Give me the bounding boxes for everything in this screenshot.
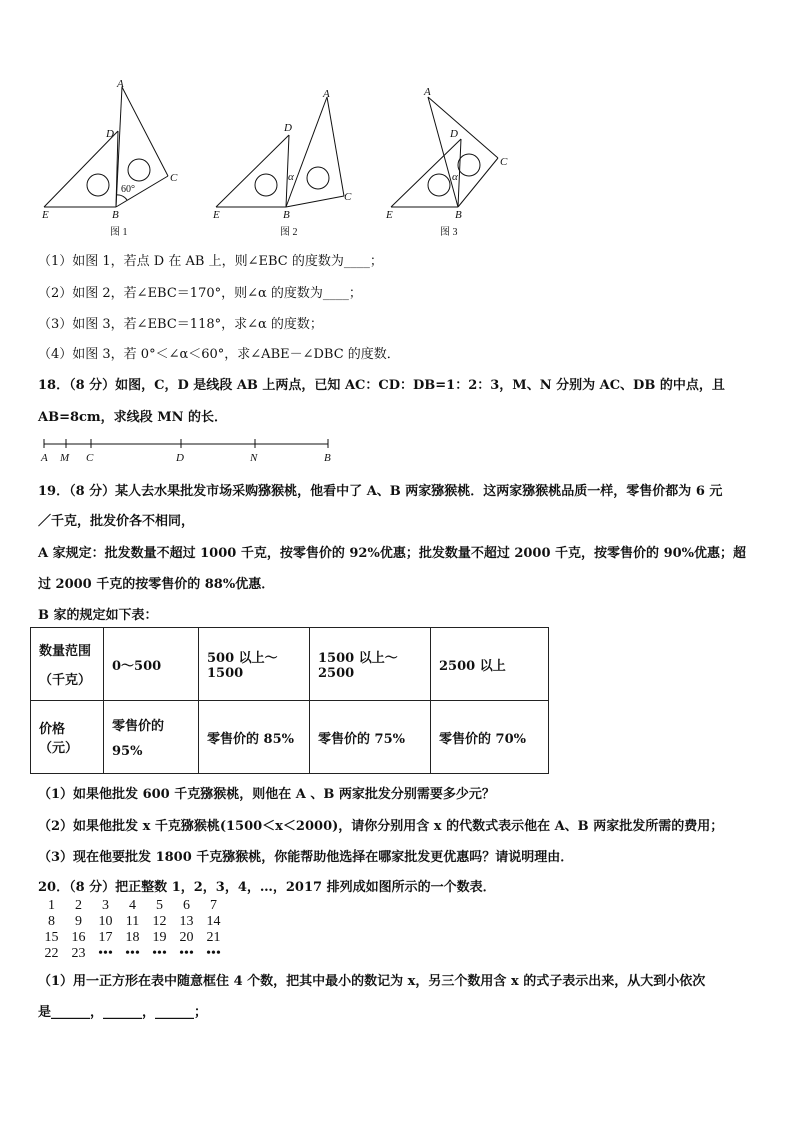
- table-cell: 500 以上～1500: [199, 628, 310, 701]
- q19-line-2: ／千克，批发价各不相同，: [38, 514, 195, 529]
- fig1-label-c: C: [170, 172, 178, 184]
- table-header-cell: 数量范围 （千克）: [31, 628, 104, 701]
- fig1-label-e: E: [42, 209, 49, 221]
- fig1-angle: 60°: [121, 184, 135, 195]
- fig2-label-b: B: [283, 209, 290, 221]
- fig3-label-c: C: [500, 156, 508, 168]
- grid-row: 8 9 10 11 12 13 14: [48, 914, 221, 929]
- q18-segment-diagram: [36, 436, 346, 466]
- table-row: [31, 628, 549, 701]
- q17-part-2: （2）如图 2，若∠EBC＝170°，则∠α 的度数为____；: [38, 286, 362, 301]
- table-cell: 1500 以上～2500: [310, 628, 431, 701]
- q19-line-4: 过 2000 千克的按零售价的 88%优惠．: [38, 577, 275, 592]
- fig2-label-d: D: [284, 122, 292, 134]
- q17-part-1: （1）如图 1，若点 D 在 AB 上，则∠EBC 的度数为____；: [38, 254, 383, 269]
- table-cell: 零售价的 95%: [104, 701, 199, 774]
- fig1-caption: 图 1: [110, 227, 128, 238]
- fig1-label-d: D: [106, 128, 114, 140]
- q17-part-4: （4）如图 3，若 0°＜∠α＜60°，求∠ABE－∠DBC 的度数．: [38, 347, 400, 362]
- figures-area: [30, 75, 530, 240]
- table-cell: 0～500: [104, 628, 199, 701]
- q20-sub-1-line-2: 是______，______，______；: [38, 1005, 208, 1020]
- q20-sub-1-line-1: （1）用一正方形在表中随意框住 4 个数，把其中最小的数记为 x，另三个数用含 x 的式子表示出来，从大到小依次: [38, 974, 706, 989]
- seg-label-m: M: [60, 452, 70, 464]
- fig2-label-c: C: [344, 191, 352, 203]
- q19-sub-1: （1）如果他批发 600 千克猕猴桃，则他在 A 、B 两家批发分别需要多少元？: [38, 787, 495, 802]
- q18-line-1: 18．（8 分）如图，C，D 是线段 AB 上两点，已知 AC：CD：DB=1：2：3，M、N 分别为 AC、DB 的中点，且: [38, 378, 725, 393]
- fig3-label-a: A: [424, 86, 431, 98]
- fig3-label-e: E: [386, 209, 393, 221]
- fig1-label-a: A: [117, 78, 124, 90]
- table-cell: 零售价的 70%: [431, 701, 549, 774]
- number-grid: [38, 898, 227, 962]
- q20-line-1: 20．（8 分）把正整数 1，2，3，4，…，2017 排列成如图所示的一个数表．: [38, 880, 496, 895]
- q19-line-5: B 家的规定如下表：: [38, 608, 158, 623]
- seg-label-a: A: [41, 452, 48, 464]
- grid-row: 1 2 3 4 5 6 7: [48, 898, 217, 913]
- fig3-label-b: B: [455, 209, 462, 221]
- q19-line-1: 19．（8 分）某人去水果批发市场采购猕猴桃，他看中了 A、B 两家猕猴桃．这两家猕猴桃品质一样，零售价都为 6 元: [38, 484, 723, 499]
- q17-part-3: （3）如图 3，若∠EBC＝118°，求∠α 的度数；: [38, 317, 323, 332]
- seg-label-n: N: [250, 452, 258, 464]
- table-header-cell: 价格（元）: [31, 701, 104, 774]
- fig2-caption: 图 2: [280, 227, 298, 238]
- fig2-label-a: A: [323, 88, 330, 100]
- figure-3: [391, 97, 498, 207]
- fig3-label-d: D: [450, 128, 458, 140]
- fig2-angle: α: [288, 171, 294, 183]
- fig2-label-e: E: [213, 209, 220, 221]
- grid-row: 15 16 17 18 19 20 21: [44, 930, 221, 945]
- seg-label-d: D: [176, 452, 184, 464]
- q19-sub-2: （2）如果他批发 x 千克猕猴桃(1500＜x＜2000)，请你分别用含 x 的代数式表示他在 A、B 两家批发所需的费用；: [38, 819, 724, 834]
- q19-line-3: A 家规定：批发数量不超过 1000 千克，按零售价的 92%优惠；批发数量不超过 2000 千克，按零售价的 90%优惠；超: [38, 546, 747, 561]
- figure-1: [44, 87, 168, 207]
- table-cell: 2500 以上: [431, 628, 549, 701]
- table-cell: 零售价的 75%: [310, 701, 431, 774]
- b-store-price-table: [30, 627, 549, 774]
- seg-label-c: C: [86, 452, 94, 464]
- table-row: [31, 701, 549, 774]
- fig1-label-b: B: [112, 209, 119, 221]
- grid-row: 22 23 ••• ••• ••• ••• •••: [44, 946, 221, 961]
- fig3-angle: α: [452, 171, 458, 183]
- fig3-caption: 图 3: [440, 227, 458, 238]
- q18-line-2: AB=8cm，求线段 MN 的长．: [38, 410, 228, 425]
- table-cell: 零售价的 85%: [199, 701, 310, 774]
- seg-label-b: B: [324, 452, 331, 464]
- figure-2: [216, 97, 344, 207]
- q19-sub-3: （3）现在他要批发 1800 千克猕猴桃，你能帮助他选择在哪家批发更优惠吗？请说明理由．: [38, 850, 574, 865]
